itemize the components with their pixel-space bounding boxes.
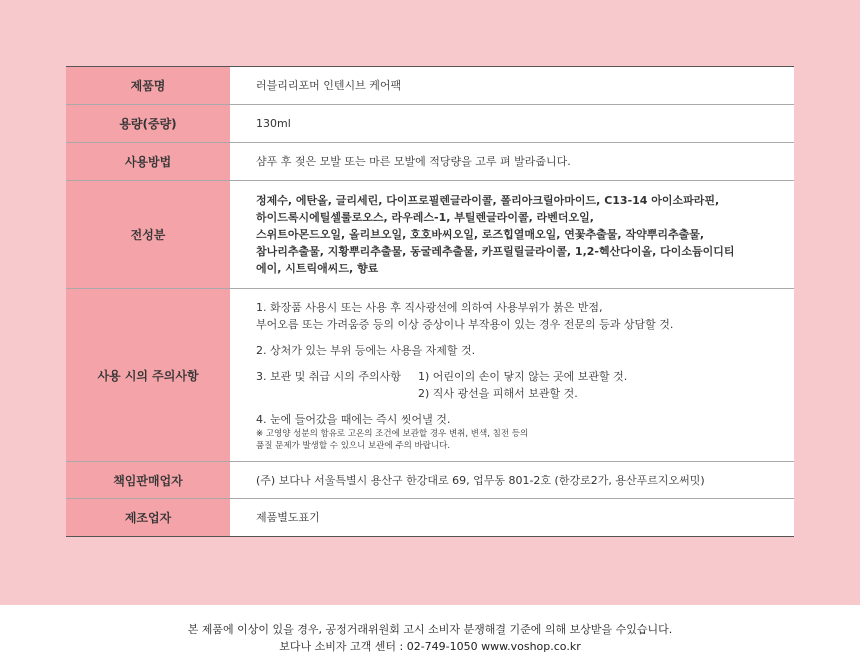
caution-note-line-1: ※ 고영양 성분의 함유로 고온의 조건에 보관할 경우 변취, 변색, 침전 등의 — [256, 428, 529, 439]
ingredients-line: 정제수, 에탄올, 글리세린, 다이프로필렌글라이콜, 폴리아크릴아마이드, C13-14 아이소파라핀, — [256, 194, 720, 207]
caution-item-3-sub-2: 2) 직사 광선을 피해서 보관할 것. — [418, 386, 578, 400]
cautions-label: 사용 시의 주의사항 — [66, 289, 230, 462]
ingredients-label: 전성분 — [66, 181, 230, 289]
manufacturer-value: 제품별도표기 — [230, 499, 794, 537]
caution-item-4: 4. 눈에 들어갔을 때에는 즉시 씻어낼 것. — [256, 412, 451, 426]
distributor-value: (주) 보다나 서울특별시 용산구 한강대로 69, 업무동 801-2호 (한강로2가, 용산푸르지오써밋) — [230, 462, 794, 499]
product-spec-table — [66, 66, 794, 537]
footer-compensation-notice: 본 제품에 이상이 있을 경우, 공정거래위원회 고시 소비자 분쟁해결 기준에 의해 보상받을 수있습니다. — [187, 623, 673, 636]
row-manufacturer — [66, 499, 794, 537]
manufacturer-label: 제조업자 — [66, 499, 230, 537]
distributor-label: 책임판매업자 — [66, 462, 230, 499]
usage-value: 샴푸 후 젖은 모발 또는 마른 모발에 적당량을 고루 펴 발라줍니다. — [230, 143, 794, 181]
caution-note-line-2: 품질 문제가 발생할 수 있으니 보관에 주의 바랍니다. — [256, 440, 451, 451]
ingredients-line: 참나리추출물, 지황뿌리추출물, 동굴레추출물, 카프릴릴글라이콜, 1,2-헥산다이올, 다이소듐이디티 — [256, 245, 735, 258]
footer-customer-center: 보다나 소비자 고객 센터 : 02-749-1050 www.voshop.co.kr — [279, 640, 581, 653]
caution-item-3-sub-1: 1) 어린이의 손이 닿지 않는 곳에 보관할 것. — [418, 369, 628, 383]
caution-item-1-line-2: 부어오름 또는 가려움증 등의 이상 증상이나 부작용이 있는 경우 전문의 등과 상담할 것. — [256, 317, 674, 331]
caution-item-3-continued — [256, 385, 794, 402]
cautions-value — [230, 289, 794, 462]
product-name-value: 러블리리포머 인텐시브 케어팩 — [256, 79, 402, 92]
row-usage — [66, 143, 794, 181]
caution-item-3 — [256, 368, 794, 385]
row-volume — [66, 105, 794, 143]
footer-notice — [0, 605, 860, 671]
ingredients-line: 하이드록시에틸셀룰로오스, 라우레스-1, 부틸렌글라이콜, 라벤더오일, — [256, 211, 594, 224]
usage-label: 사용방법 — [66, 143, 230, 181]
caution-item-3-label: 3. 보관 및 취급 시의 주의사항 — [256, 369, 401, 383]
row-ingredients — [66, 181, 794, 289]
volume-value: 130ml — [230, 105, 794, 143]
row-distributor — [66, 462, 794, 499]
ingredients-line: 스위트아몬드오일, 올리브오일, 호호바씨오일, 로즈힙열매오일, 연꽃추출물, 작약뿌리추출물, — [256, 228, 705, 241]
caution-item-2: 2. 상처가 있는 부위 등에는 사용을 자제할 것. — [256, 343, 476, 357]
ingredients-value — [230, 181, 794, 289]
row-product-name — [66, 67, 794, 105]
product-name-label: 제품명 — [66, 67, 230, 105]
caution-item-1-line-1: 1. 화장품 사용시 또는 사용 후 직사광선에 의하여 사용부위가 붉은 반점, — [256, 300, 603, 314]
volume-label: 용량(중량) — [66, 105, 230, 143]
row-cautions — [66, 289, 794, 462]
ingredients-line: 에이, 시트릭애씨드, 향료 — [256, 262, 379, 275]
